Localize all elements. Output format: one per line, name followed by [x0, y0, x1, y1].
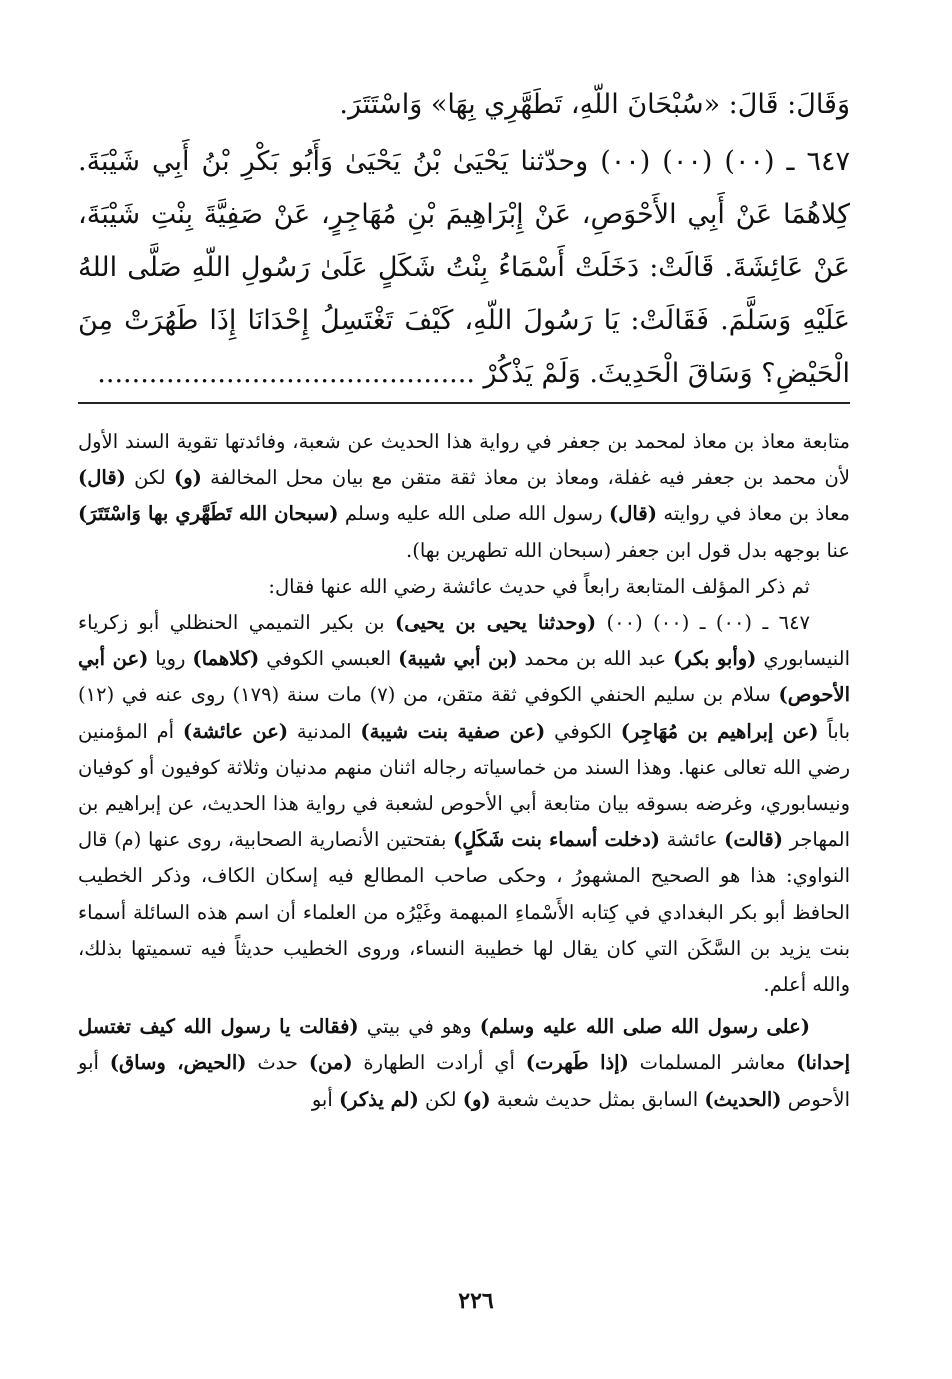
text-run: المدنية: [288, 719, 361, 743]
bold-run: (قال): [609, 502, 657, 526]
text-run: الكوفي: [545, 719, 621, 743]
bold-run: (سبحان الله تَطَهَّري بها وَاسْتَتَرَ): [78, 502, 339, 526]
bold-run: (عن أبي الأحوص): [78, 647, 851, 707]
text-run: ٦٤٧ ـ (٠٠) ـ (٠٠) (٠٠): [596, 611, 811, 635]
bold-run: (عن صفية بنت شيبة): [360, 719, 546, 743]
text-run: لكن: [418, 1087, 463, 1111]
text-run: أبو الأحوص: [78, 1051, 850, 1111]
hadith-paragraph: ٦٤٧ ـ (٠٠) (٠٠) (٠٠) وحدّثنا يَحْيَىٰ بْنُ يَحْيَىٰ وَأَبُو بَكْرِ بْنُ أَبِي شَيْبَةَ. كِلاهُمَا عَنْ أَبِي الأَحْوَصِ، عَنْ إِبْرَاهِيمَ بْنِ مُهَاجِرٍ، عَنْ صَفِيَّةَ بِنْتِ شَيْبَةَ، عَنْ عَائِشَةَ. قَالَتْ: دَخَلَتْ أَسْمَاءُ بِنْتُ شَكَلٍ عَلَىٰ رَسُولِ اللّهِ صَلَّى اللهُ عَلَيْهِ وَسَلَّمَ. فَقَالَتْ: يَا رَسُولَ اللّهِ، كَيْفَ تَغْتَسِلُ إِحْدَانَا إِذَا طَهُرَتْ مِنَ الْحَيْضِ؟ وَسَاقَ الْحَدِيثَ. وَلَمْ يَذْكُرْ ............................................: [78, 146, 851, 389]
text-run: لكن: [125, 466, 174, 490]
text-run: وهو في بيتي: [358, 1015, 480, 1039]
text-run: حدث: [246, 1051, 309, 1075]
text-run: متابعة معاذ بن معاذ لمحمد بن جعفر في رواية هذا الحديث عن شعبة، وفائدتها تقوية السند الأول لأن محمد بن جعفر فيه غفلة، ومعاذ بن معاذ ثقة متقن مع بيان محل المخالفة: [78, 430, 850, 490]
bold-run: (وأبو بكر): [673, 647, 757, 671]
text-run: العبسي الكوفي: [259, 647, 399, 671]
bold-run: (دخلت أسماء بنت شَكَلٍ): [453, 828, 661, 852]
bold-run: (من): [308, 1051, 353, 1075]
bold-run: (الحديث): [704, 1087, 782, 1111]
text-run: السابق بمثل حديث شعبة: [490, 1087, 705, 1111]
text-run: عائشة: [660, 828, 725, 852]
text-run: معاذ بن معاذ في روايته: [656, 502, 850, 526]
bold-run: (فقالت يا رسول الله كيف تغتسل إحدانا): [78, 1015, 851, 1075]
footnote-divider: [78, 402, 850, 404]
bold-run: (إذا طَهرت): [525, 1051, 629, 1075]
bold-run: (لم يذكر): [338, 1087, 419, 1111]
bold-run: (وحدثنا يحيى بن يحيى): [395, 611, 597, 635]
hadith-line-1: وَقَالَ: قَالَ: «سُبْحَانَ اللّهِ، تَطَهَّرِي بِهَا» وَاسْتَتَرَ.: [339, 89, 850, 120]
bold-run: (عن إبراهيم بن مُهَاجِر): [620, 719, 819, 743]
bold-run: (كلاهما): [192, 647, 260, 671]
bold-run: (على رسول الله صلى الله عليه وسلم): [479, 1015, 810, 1039]
text-run: أي أرادت الطهارة: [352, 1051, 526, 1075]
text-run: سلام بن سليم الحنفي الكوفي ثقة متقن، من (٧) مات سنة (١٧٩) روى عنه في (١٢) باباً: [78, 683, 851, 743]
text-run: بن بكير التميمي الحنظلي أبو زكرياء النيسابوري: [78, 611, 850, 671]
bold-run: (قال): [78, 466, 126, 490]
commentary-text: [78, 424, 850, 1118]
text-run: أم المؤمنين رضي الله تعالى عنها. وهذا السند من خماسياته رجاله اثنان منهم مدنيان وثلاثة كوفيون أو كوفيان ونيسابوري، وغرضه بسوقه بيان متابعة أبي الأحوص لشعبة في رواية هذا الحديث، عن إبراهيم بن المهاجر: [78, 719, 850, 852]
hadith-text: [78, 78, 850, 400]
bold-run: (بن أبي شيبة): [398, 647, 518, 671]
bold-run: (و): [173, 466, 202, 490]
text-run: معاشر المسلمات: [628, 1051, 797, 1075]
text-run: عنا بوجهه بدل قول ابن جعفر (سبحان الله تطهرين بها).: [406, 538, 850, 562]
text-run: أبو: [311, 1087, 339, 1111]
commentary-paragraph-3: [78, 605, 850, 1003]
bold-run: (الحيض، وساق): [109, 1051, 247, 1075]
text-run: رسول الله صلى الله عليه وسلم: [338, 502, 610, 526]
text-run: بفتحتين الأنصارية الصحابية، روى عنها (م) قال النواوي: هذا هو الصحيح المشهورُ ، وحكى صاحب المطالع فيه إسكان الكاف، وذكر الخطيب الحافظ أبو بكر البغدادي في كِتابه الأَسْماءِ المبهمة وغَيْرُه من العلماء أن اسم هذه السائلة أسماء بنت يزيد بن السَّكَن التي كان يقال لها خطيبة النساء، وروى الخطيب حديثاً فيه تسميتها بذلك، والله أعلم.: [78, 828, 850, 997]
commentary-paragraph-2: ثم ذكر المؤلف المتابعة رابعاً في حديث عائشة رضي الله عنها فقال:: [268, 574, 810, 598]
page-number: ٢٢٦: [458, 1288, 494, 1314]
commentary-paragraph-1: [78, 424, 850, 569]
bold-run: (قالت): [724, 828, 783, 852]
text-run: عبد الله بن محمد: [517, 647, 674, 671]
bold-run: (عن عائشة): [182, 719, 289, 743]
commentary-paragraph-4: [78, 1009, 850, 1118]
text-run: رويا: [148, 647, 193, 671]
bold-run: (و): [462, 1087, 491, 1111]
